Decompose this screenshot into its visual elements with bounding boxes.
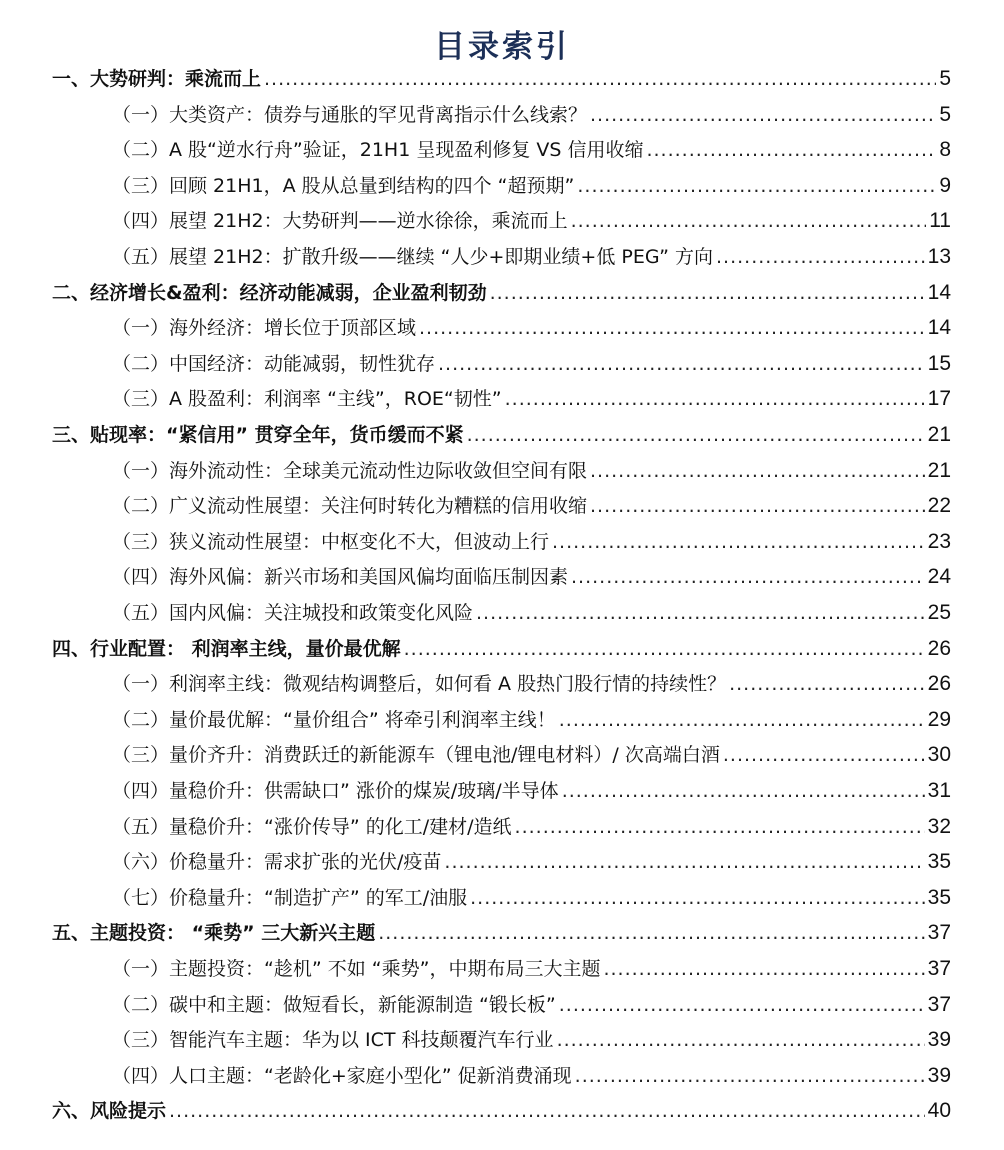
toc-dot-leader (559, 988, 925, 1022)
toc-entry-title: （一）海外流动性：全球美元流动性边际收敛但空间有限 (112, 459, 588, 482)
toc-page-number: 11 (929, 209, 951, 233)
page-title: 目录索引 (434, 28, 570, 65)
toc-page-number: 31 (927, 779, 951, 802)
toc-entry-title: 三、贴现率：“紧信用” 贯穿全年，货币缓而不紧 (52, 424, 464, 446)
toc-page-number: 26 (927, 636, 951, 660)
toc-page-number: 23 (927, 529, 951, 553)
toc-subsection-entry[interactable] (112, 204, 951, 238)
toc-entry-title: （三）回顾 21H1，A 股从总量到结构的四个 “超预期” (112, 174, 575, 197)
toc-dot-leader (505, 382, 925, 416)
toc-subsection-entry[interactable] (112, 382, 951, 416)
toc-entry-title: （二）碳中和主题：做短看长，新能源制造 “锻长板” (112, 993, 556, 1016)
toc-subsection-entry[interactable] (112, 703, 951, 737)
toc-subsection-entry[interactable] (112, 1059, 951, 1093)
toc-subsection-entry[interactable] (112, 667, 951, 701)
toc-entry-title: （三）A 股盈利：利润率 “主线”，ROE“韧性” (112, 388, 502, 411)
toc-dot-leader (571, 560, 925, 594)
toc-entry-title: （一）利润率主线：微观结构调整后，如何看 A 股热门股行情的持续性？ (112, 673, 727, 696)
toc-dot-leader (264, 62, 936, 96)
toc-entry-title: （四）海外风偏：新兴市场和美国风偏均面临压制因素 (112, 566, 569, 589)
toc-entry-title: （六）价稳量升：需求扩张的光伏/疫苗 (112, 851, 442, 874)
toc-entry-title: （二）A 股“逆水行舟”验证，21H1 呈现盈利修复 VS 信用收缩 (112, 139, 644, 162)
toc-dot-leader (419, 311, 925, 345)
toc-subsection-entry[interactable] (112, 347, 951, 381)
toc-dot-leader (444, 845, 924, 879)
toc-entry-title: 六、风险提示 (52, 1100, 167, 1123)
toc-page-number: 35 (927, 885, 951, 909)
toc-subsection-entry[interactable] (112, 560, 951, 594)
toc-dot-leader (490, 276, 925, 310)
toc-dot-leader (575, 1059, 925, 1093)
toc-entry-title: 一、大势研判：乘流而上 (52, 68, 262, 90)
toc-section-entry[interactable] (52, 418, 951, 452)
toc-dot-leader (723, 738, 925, 772)
toc-page-number: 5 (939, 67, 951, 90)
toc-subsection-entry[interactable] (112, 1023, 951, 1057)
toc-dot-leader (577, 169, 936, 203)
toc-subsection-entry[interactable] (112, 738, 951, 772)
toc-subsection-entry[interactable] (112, 489, 951, 523)
toc-subsection-entry[interactable] (112, 988, 951, 1022)
toc-entry-title: （二）广义流动性展望：关注何时转化为糟糕的信用收缩 (112, 495, 588, 518)
toc-page-number: 35 (927, 850, 951, 874)
toc-entry-title: （五）国内风偏：关注城投和政策变化风险 (112, 602, 474, 624)
toc-subsection-entry[interactable] (112, 845, 951, 879)
toc-section-entry[interactable] (52, 276, 951, 310)
toc-dot-leader (438, 347, 925, 381)
toc-subsection-entry[interactable] (112, 952, 951, 986)
toc-subsection-entry[interactable] (112, 133, 951, 167)
toc-section-entry[interactable] (52, 916, 951, 950)
toc-entry-title: （四）人口主题：“老龄化+家庭小型化” 促新消费涌现 (112, 1064, 572, 1087)
toc-entry-title: （三）智能汽车主题：华为以 ICT 科技颠覆汽车行业 (112, 1029, 554, 1052)
toc-page-number: 26 (927, 672, 951, 696)
toc-page-number: 39 (927, 1063, 951, 1087)
toc-entry-title: （一）主题投资：“趁机” 不如 “乘势”，中期布局三大主题 (112, 958, 601, 980)
toc-subsection-entry[interactable] (112, 311, 951, 345)
toc-page-number: 21 (927, 423, 951, 446)
toc-subsection-entry[interactable] (112, 881, 951, 915)
toc-dot-leader (515, 810, 925, 844)
toc-page-number: 37 (927, 921, 951, 945)
toc-dot-leader (476, 596, 925, 630)
toc-dot-leader (467, 418, 925, 452)
toc-entry-title: （四）展望 21H2：大势研判——逆水徐徐，乘流而上 (112, 210, 568, 233)
toc-page-number: 14 (927, 280, 951, 304)
toc-entry-title: （七）价稳量升：“制造扩产” 的军工/油服 (112, 886, 468, 909)
toc-entry-title: （三）狭义流动性展望：中枢变化不大，但波动上行 (112, 530, 550, 553)
toc-section-entry[interactable] (52, 62, 951, 96)
toc-page-number: 8 (939, 138, 951, 162)
toc-section-entry[interactable] (52, 1094, 951, 1128)
toc-page-number: 37 (927, 992, 951, 1016)
toc-page-number: 13 (927, 245, 951, 268)
toc-entry-title: （五）展望 21H2：扩散升级——继续 “人少+即期业绩+低 PEG” 方向 (112, 246, 714, 268)
toc-page-number: 22 (927, 494, 951, 518)
toc-entry-title: （一）大类资产：债券与通胀的罕见背离指示什么线索？ (112, 103, 588, 126)
toc-dot-leader (571, 204, 927, 238)
toc-page-number: 30 (927, 743, 951, 767)
toc-entry-title: （二）量价最优解：“量价组合” 将牵引利润率主线！ (112, 708, 556, 731)
toc-entry-title: 二、经济增长&盈利：经济动能减弱，企业盈利韧劲 (52, 281, 487, 304)
toc-dot-leader (729, 667, 925, 701)
toc-dot-leader (562, 774, 925, 808)
toc-page-number: 15 (927, 351, 951, 375)
toc-section-entry[interactable] (52, 632, 951, 666)
toc-entry-title: 五、主题投资： “乘势” 三大新兴主题 (52, 922, 376, 945)
toc-page-number: 37 (927, 957, 951, 980)
toc-page-number: 32 (927, 814, 951, 838)
toc-dot-leader (404, 632, 925, 666)
toc-entry-title: 四、行业配置： 利润率主线，量价最优解 (52, 637, 401, 660)
toc-subsection-entry[interactable] (112, 240, 951, 274)
toc-subsection-entry[interactable] (112, 169, 951, 203)
toc-dot-leader (378, 916, 924, 950)
toc-page-number: 14 (927, 316, 951, 340)
toc-dot-leader (552, 525, 925, 559)
toc-page-number: 5 (939, 102, 951, 126)
toc-dot-leader (557, 1023, 925, 1057)
toc-dot-leader (603, 952, 924, 986)
toc-subsection-entry[interactable] (112, 525, 951, 559)
toc-dot-leader (646, 133, 936, 167)
toc-dot-leader (590, 489, 925, 523)
toc-subsection-entry[interactable] (112, 810, 951, 844)
toc-page-number: 17 (927, 387, 951, 411)
toc-page-number: 40 (927, 1099, 951, 1123)
toc-dot-leader (169, 1094, 925, 1128)
toc-entry-title: （一）海外经济：增长位于顶部区域 (112, 317, 417, 340)
toc-page-number: 29 (927, 707, 951, 731)
toc-dot-leader (590, 98, 936, 132)
toc-dot-leader (716, 240, 925, 274)
toc-subsection-entry[interactable] (112, 454, 951, 488)
toc-entry-title: （四）量稳价升：供需缺口” 涨价的煤炭/玻璃/半导体 (112, 780, 559, 802)
toc-subsection-entry[interactable] (112, 596, 951, 630)
toc-page-number: 9 (939, 173, 951, 197)
toc-entry-title: （三）量价齐升：消费跃迁的新能源车（锂电池/锂电材料）/ 次高端白酒 (112, 744, 720, 767)
toc-entry-title: （二）中国经济：动能减弱，韧性犹存 (112, 352, 436, 375)
toc-entry-title: （五）量稳价升：“涨价传导” 的化工/建材/造纸 (112, 815, 512, 838)
toc-page-number: 25 (927, 601, 951, 624)
toc-dot-leader (470, 881, 925, 915)
toc-subsection-entry[interactable] (112, 98, 951, 132)
toc-dot-leader (590, 454, 925, 488)
toc-subsection-entry[interactable] (112, 774, 951, 808)
toc-dot-leader (559, 703, 925, 737)
toc-page-number: 21 (927, 458, 951, 482)
toc-page-number: 39 (927, 1028, 951, 1052)
toc-page-number: 24 (927, 565, 951, 589)
